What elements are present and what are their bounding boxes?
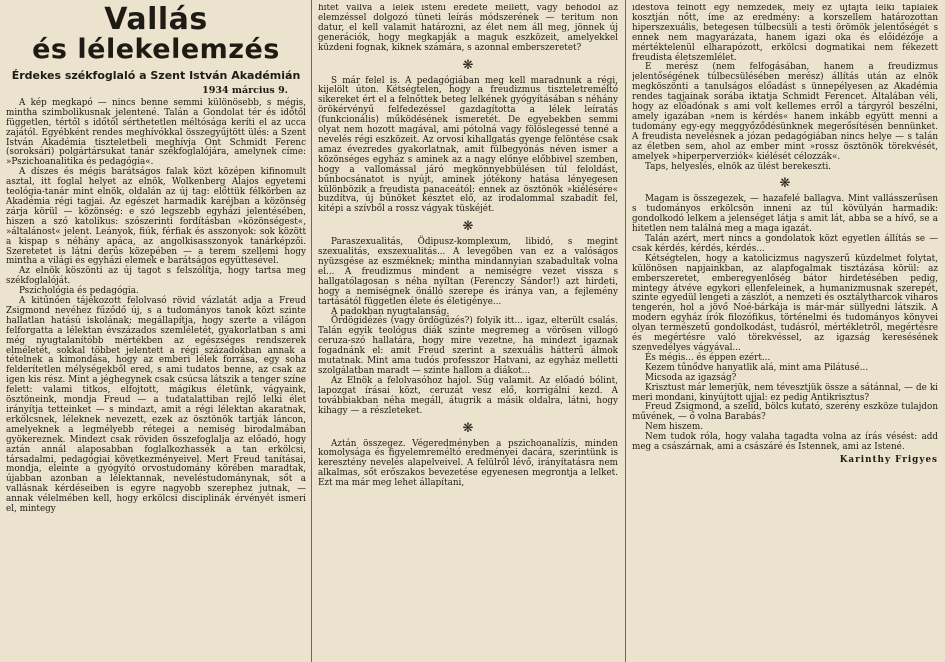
- paragraph: S már felel is. A pedagógiában meg kell maradnunk a régi, kijelölt úton. Kétségtelen, hogy a freudizmus tiszteletreméltó sikereket ért el a felnőttek beteg lelkének gyógyításában s néhány örökérvényű felfedezéssel gazdagította a lélek leíratás (funkcionális) működésének ismeretét. De egyebekben semmi olyat nem hozott magával, ami pótolná vagy fölöslegessé tenné a nevelés régi eszközeit. Az orvosi kihallgatás gyenge felöntése csak amaz évezredes gyakorlatnak, amit fülbegyónás néven ismer a közönséges egyház s aminek az a nagy előnye előbbivel szemben, hogy a vallomással járó megkönnyebbülésen túl feloldást, bűnbocsánatot is nyújt, aminek jótékony hatása lényegesen különbözik a freudista panaceától: ennek az ösztönök »kiélésére« buzdítva, új bűnöket késztet elő, az irodalommal szabadít fel, kitépi a szívből a rossz vágyak tüskéjét.: [318, 75, 618, 215]
- headline-line-1: Vallás: [104, 4, 208, 37]
- column-1: [6, 4, 306, 658]
- paragraph: Magam is összegezek, — hazafelé ballagva. Mint vallásszerűsen s tudományos erkölcsön inneni az túl kövülyán harmadik: gondolkodó lelkem a jelenséget látja s amit lát, abba se a hívő, se a hitetlen nem találná meg a maga igazát.: [632, 194, 938, 235]
- paragraph: Paraszexualitás, Ödipusz-komplexum, libidó, s megint szexualitás, exszexualitás... A levegőben van ez a valóságos nyüzsgése az eszméknek; mintha mindannyian szabadultak volna el... A freudizmus mindent a nemiségre vezet vissza s hallgatólagosan s néha nyíltan (Ferenczy Sándor!) azt hirdeti, hogy a nemiségnek önálló szerepe és iránya van, a fejlemény tartásától független élete és életigénye...: [318, 237, 618, 307]
- paragraph: A padokban nyugtalanság.: [331, 306, 450, 317]
- paragraph: Talán azért, mert nincs a gondolatok közt egyetlen állítás se — csak kérdés, kérdés, kérdés...: [632, 234, 938, 254]
- paragraph: Nem hiszem.: [645, 422, 704, 433]
- paragraph: És mégis... és éppen ezért...: [645, 352, 771, 363]
- paragraph: Kezem tűnődve hanyatlik alá, mint ama Pilátusé...: [645, 362, 869, 373]
- paragraph: Micsoda az igazság?: [645, 372, 737, 383]
- column-2: [318, 4, 618, 658]
- column-rule-2: [625, 0, 626, 662]
- paragraph: Az Elnök a felolvasóhoz hajol. Súg valamit. Az előadó bólint, lapozgat írásai közt, ceruzát vesz elő, korrigálni kezd. A továbbiakban néha megáll, átugrik a másik oldalra, látni, hogy kihagy — a részleteket.: [318, 375, 618, 416]
- asterism-ornament: ❋: [462, 219, 474, 235]
- paragraph: Pszichológia és pedagógia.: [19, 286, 139, 297]
- paragraph: Aztán összegez. Végeredményben a pszichoanalízis, minden komolysága és figyelemreméltó eredményei dacára, szerintünk is keresztény nevelés alapelveivel. A felülről lévő, irányítatásra nem alkalmas, sőt erőszakos bevezetése egyenesen megrontja a lelket. Ezt ma már meg lehet állapítani,: [318, 438, 618, 489]
- column-3: [632, 4, 938, 658]
- paragraph: Kétségtelen, hogy a katolicizmus nagyszerű küzdelmet folytat, különösen napjainkban, az alapfogalmak tisztázása körül: az emberszeretet, emberegyenlőség bátor hirdetésében pedig, mintegy átvéve egykori ellenfeleinek, a humanizmusnak szerepét, szinte egyedül lengeti a zászlót, a nemzeti és osztálytharcok viharos tengerén, hol a jövő Noé-bárkája is már-már süllyedni látszik. A modern egyház írók filozófikus, történelmi és tudományos könyvei olyan természetű gondolkodást, tudásról, mértékletről, megértésre és megértésre való törekvéssel, az igazság keresésének szenvedélyes vágyával...: [632, 253, 938, 353]
- headline-line-2: és lélekelemzés: [32, 34, 280, 65]
- paragraph: E merész (nem felfogásában, hanem a freudizmus jelentőségének túlbecsülésében merész) állítás után az elnök megköszönti a tanulságos előadást s ünnepélyesen az Akadémia rendes tagjainak sorába iktatja Schmidt Ferencet. Általában véli, hogy az előadónak s ami volt kellemes erről a tárgyról beszélni, amely igazában »nem is kérdés« hanem inkább együtt menni a tudomány egy-egy meggyőződésünknek megerősítésén bennünket. A freudista nevelésnek a józan pedagógiában nincs helye — s talán az életben sem, ahol az ember mint »rossz ösztönök törekvését, amelyek »hiperperverziók« kiélését célozzák«.: [632, 62, 938, 162]
- author-signature: Karinthy Frigyes: [839, 454, 938, 465]
- paragraph: hitet vallva a lélek isteni eredete mellett, vagy behódol az elemzéssel dolgozó tüneti leírás módszerének — teritum non datur, el kell valamit határozni, az élet nem áll meg, jönnek új generációk, hogy megkapják a maguk eszközeit, amelyekkel küzdeni fognak, kiknek számára, s azonnal emberszeretet?: [318, 4, 618, 53]
- paragraph: A kitűnően tájékozott felolvasó rövid vázlatát adja a Freud Zsigmond nevéhez fűződő új, s a tudományos tanok közt szinte hallatlan hatású iskolának; megállapítja, hogy szerte a világon felforgatta a lélektan évszázados szemléletét, gyakorlatban s ami még nyugtalanítóbb mértékben az egészséges rendszerek elméletét, sokkal többet jelentett a régi századokban annak a tételnek a kimondása, hogy az emberi lélek forrása, egy soha felderítetlen mélységekből ered, s ami tudatos benne, az csak az igen kis rész. Mint a jéghegynek csak csúcsa látszik a tenger színe felett: valami titkos, elfojtott, mágikus életünk, vágyaink, ösztöneink, mondja Freud — a tudatalattiban rejlő lelki élet irányítja tetteinket — s mindazt, amit a régi lélektan akaratnak, erkölcsnek, léleknek nevezett, ezek az ösztönök tartják láncon, amelyeknek a legmélyebb rétegei a nemiség birodalmában gyökereznek. Mindezt csak röviden összefoglalja az előadó, hogy aztán annál alaposabban foglalkozhassék a tan erkölcsi, társadalmi, pedagógiai következményeivel. Mert Freud tanításai, mondja, eleinte a gyógyító orvostudomány körében maradtak, újabban azonban a lélektannak, neveléstudománynak, sőt a vallásnak kérdéseiben is egyre nagyobb szerephez jutnak, — annak vélelmében kell, hogy erkölcsi disciplinák érvényét ismeri el, mintegy: [6, 296, 306, 515]
- paragraph: idestova felnőtt egy nemzedék, mely ez újfajta lelki táplálék kosztján nőtt, íme az eredmény: a korszellem határozottan hiperszexuális, betegesen túlbecsüli a testi örömök jelentőségét s ennek nem magyarázata, hanem igazi oka és előidézője a mértéktelenül elharapózott, erkölcsi dogmatikai nem fékezett freudista életszemlélet.: [632, 4, 938, 63]
- paragraph: Taps, helyeslés, elnök az ülést berekeszti.: [645, 161, 832, 172]
- asterism-ornament: ❋: [462, 420, 474, 436]
- paragraph: Krisztust már lemerjük, nem tévesztjük össze a sátánnal, — de ki meri mondani, kinyújtott ujjal: ez pedig Antikrisztus?: [632, 382, 938, 403]
- paragraph: Freud Zsigmond, a szelíd, bölcs kutató, szerény eszköze tulajdon művének, — ő volna Barabás?: [632, 402, 938, 423]
- paragraph: Nem tudok róla, hogy valaha tagadta volna az írás vésést: add meg a császárnak, ami a császáré és Istennek, ami az Istené.: [632, 432, 938, 453]
- paragraph: A díszes és mégis barátságos falak közt középen kifinomult asztal, itt foglal helyet az elnök, Wolkenberg Alajos egyetemi teológia-tanár mint elnök, oldalán az új tag: előttük félkörben az Akadémia régi tagjai. Az egészet harmadik karéjban a közönség zárja körül — közönség: e szó legszebb egyházi jelentésében, hiszen a szó katolikus: szószerinti fordításban »közönségest«, »általánost« jelent. Leányok, fiúk, férfiak és asszonyok: sok között a kispap s néhány apáca, az angolkisasszonyok tanárképzői. Szeretetet is látni derűs közepében — a terem szellemi hogy mintha a világi és egyházi elemek e barátságos együttesével.: [6, 167, 306, 267]
- subtitle: Érdekes székfoglaló a Szent István Akadémián: [11, 69, 301, 82]
- asterism-ornament: ❋: [779, 176, 791, 192]
- column-rule-1: [311, 0, 312, 662]
- paragraph: Az elnök köszönti az új tagot s felszólítja, hogy tartsa meg székfoglalóját.: [6, 266, 306, 287]
- paragraph: Ördögidézés (vagy ördögűzés?) folyik itt... igaz, elterült csalás. Talán egyik teológus diák szinte megremeg a vörösen villogó ceruza-szó hallatára, hogy mire vezetne, ha mindezt igaznak fogadnánk el: amit Freud szerint a szexuális hátterű álmok mutatnak. Mint ama tudós professzor Hatvani, az egyház melletti szolgálatban maradt — szinte hallom a diákot...: [318, 316, 618, 376]
- asterism-ornament: ❋: [462, 57, 474, 73]
- paragraph: A kép megkapó — nincs benne semmi különösebb, s mégis, mintha szimbolikusnak jelentené. Talán a Gondolat tér és időtől független, tértől s időtől sérthetetlen méltósága keríti el az ucca zajától. Egyébként rendes meghívókkal összegyűjtött ülés: a Szent István Akadémia tiszteletbeli meghívja Ont Schmidt Ferenc (soroksári) polgártársukat tanár székfoglalójára, amelynek címe: »Pszichoanalitika és pedagógia«.: [6, 97, 306, 168]
- dateline: 1934 március 9.: [202, 85, 288, 96]
